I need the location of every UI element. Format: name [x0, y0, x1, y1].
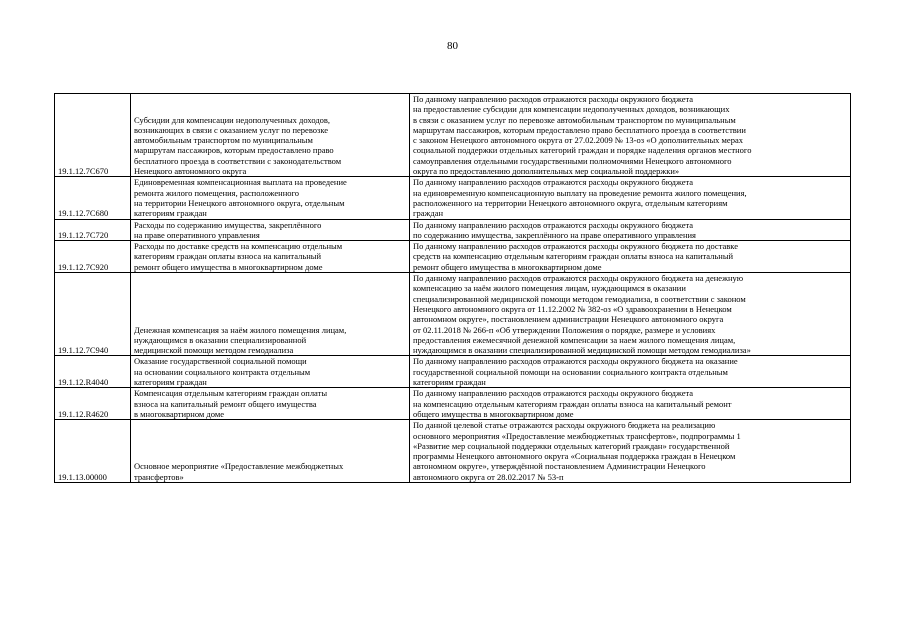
target-article-code: 19.1.12.7С940 — [55, 273, 131, 356]
description-line: с законом Ненецкого автономного округа от 27.02.2009 № 13-оз «О дополнительных мерах — [413, 135, 743, 146]
description-line: По данному направлению расходов отражаются расходы окружного бюджета — [413, 177, 694, 188]
table-row — [55, 420, 851, 483]
name-line: Компенсация отдельным категориям граждан оплаты — [134, 388, 328, 399]
description-line: средств на компенсацию отдельным категориям граждан оплаты взноса на капитальный — [413, 251, 734, 262]
description-line: округа по предоставлению дополнительных мер социальной поддержки» — [413, 166, 680, 177]
table-row — [55, 273, 851, 356]
description-line: самоуправления отдельными государственными полномочиями Ненецкого автономного — [413, 155, 732, 166]
description-line: «Развитие мер социальной поддержки отдельных категорий граждан» государственной — [413, 440, 730, 451]
expense-direction-description — [410, 356, 851, 388]
description-line: программы Ненецкого автономного округа «Социальная поддержка граждан в Ненецком — [413, 451, 736, 462]
expense-direction-name — [131, 177, 410, 219]
description-line: По данному направлению расходов отражаются расходы окружного бюджета на оказание — [413, 356, 738, 367]
expense-direction-name — [131, 356, 410, 388]
expense-direction-description — [410, 94, 851, 177]
name-line: категориям граждан — [134, 377, 207, 388]
description-line: специализированной медицинской помощи методом гемодиализа, в соответствии с законом — [413, 293, 746, 304]
expense-direction-name — [131, 388, 410, 420]
name-line: ремонта жилого помещения, расположенного — [134, 187, 300, 198]
name-line: бесплатного проезда в соответствии с законодательством — [134, 155, 342, 166]
description-line: государственной социальной помощи на основании социального контракта отдельным — [413, 366, 728, 377]
name-line: в многоквартирном доме — [134, 408, 225, 419]
table-row — [55, 388, 851, 420]
description-line: предоставления ежемесячной денежной компенсации за наем жилого помещения лицам, — [413, 334, 736, 345]
description-line: компенсацию за наём жилого помещения лицам, нуждающимся в оказании — [413, 283, 686, 294]
name-line: категориям граждан оплаты взноса на капитальный — [134, 251, 322, 262]
description-line: по содержанию имущества, закреплённого на праве оперативного управления — [413, 229, 696, 240]
expense-direction-name — [131, 241, 410, 273]
table-row — [55, 241, 851, 273]
expense-direction-name — [131, 219, 410, 241]
table-row — [55, 177, 851, 219]
description-line: автономного округа от 28.02.2017 № 53-п — [413, 471, 564, 482]
description-line: социальной поддержки отдельных категорий граждан и порядке наделения органов местного — [413, 145, 752, 156]
description-line: на предоставление субсидии для компенсации недополученных доходов, возникающих — [413, 104, 730, 115]
target-article-code: 19.1.12.7С670 — [55, 94, 131, 177]
table-row — [55, 356, 851, 388]
name-line: на территории Ненецкого автономного округа, отдельным — [134, 197, 345, 208]
description-line: По данной целевой статье отражаются расходы окружного бюджета на реализацию — [413, 420, 716, 431]
name-line: медицинской помощи методом гемодиализа — [134, 345, 294, 356]
name-line: Оказание государственной социальной помощи — [134, 356, 307, 367]
expense-direction-name — [131, 94, 410, 177]
description-line: нуждающимся в оказании специализированной медицинской помощи методом гемодиализа» — [413, 345, 751, 356]
expense-direction-description — [410, 420, 851, 483]
description-line: По данному направлению расходов отражаются расходы окружного бюджета по доставке — [413, 241, 738, 252]
description-line: основного мероприятия «Предоставление межбюджетных трансфертов», подпрограммы 1 — [413, 430, 741, 441]
name-line: Ненецкого автономного округа — [134, 166, 247, 177]
description-line: общего имущества в многоквартирном доме — [413, 408, 574, 419]
name-line: Расходы по доставке средств на компенсацию отдельным — [134, 241, 343, 252]
expense-direction-description — [410, 241, 851, 273]
expense-direction-name — [131, 420, 410, 483]
description-line: граждан — [413, 208, 444, 219]
name-line: маршрутам пассажиров, которым предоставлено право — [134, 145, 334, 156]
target-article-code: 19.1.12.R4620 — [55, 388, 131, 420]
name-line: категориям граждан — [134, 208, 207, 219]
description-line: автономном округе», утверждённой постановлением Администрации Ненецкого — [413, 461, 706, 472]
name-line: на основании социального контракта отдельным — [134, 366, 311, 377]
table-row — [55, 219, 851, 241]
description-line: По данному направлению расходов отражаются расходы окружного бюджета — [413, 94, 694, 104]
name-line: автомобильным транспортом по муниципальным — [134, 135, 313, 146]
expense-direction-description — [410, 177, 851, 219]
name-line: нуждающимся в оказании специализированной — [134, 334, 307, 345]
name-line: Субсидии для компенсации недополученных доходов, — [134, 114, 331, 125]
description-line: категориям граждан — [413, 377, 486, 388]
target-article-code: 19.1.12.7С720 — [55, 219, 131, 241]
description-line: По данному направлению расходов отражаются расходы окружного бюджета — [413, 388, 694, 399]
target-article-code: 19.1.12.7С680 — [55, 177, 131, 219]
expense-direction-description — [410, 219, 851, 241]
target-article-code: 19.1.12.7С920 — [55, 241, 131, 273]
description-line: на компенсацию отдельным категориям граждан оплаты взноса на капитальный ремонт — [413, 398, 732, 409]
expense-direction-name — [131, 273, 410, 356]
name-line: Расходы по содержанию имущества, закреплённого — [134, 219, 322, 230]
description-line: По данному направлению расходов отражаются расходы окружного бюджета — [413, 219, 694, 230]
target-article-code: 19.1.12.R4040 — [55, 356, 131, 388]
table-row — [55, 94, 851, 177]
description-line: По данному направлению расходов отражаются расходы окружного бюджета на денежную — [413, 273, 744, 284]
expense-direction-description — [410, 273, 851, 356]
description-line: автономном округе», постановлением администрации Ненецкого автономного округа — [413, 314, 724, 325]
description-line: ремонт общего имущества в многоквартирном доме — [413, 261, 602, 272]
target-article-code: 19.1.13.00000 — [55, 420, 131, 483]
description-line: на единовременную компенсационную выплату на проведение ремонта жилого помещения, — [413, 187, 747, 198]
name-line: Единовременная компенсационная выплата на проведение — [134, 177, 347, 188]
description-line: в связи с оказанием услуг по перевозке автомобильным транспортом по муниципальным — [413, 114, 736, 125]
name-line: взноса на капитальный ремонт общего имущества — [134, 398, 317, 409]
description-line: от 02.11.2018 № 266-п «Об утверждении Положения о порядке, размере и условиях — [413, 324, 716, 335]
name-line: ремонт общего имущества в многоквартирном доме — [134, 261, 323, 272]
description-line: маршрутам пассажиров, которым предоставлено право бесплатного проезда в соответствии — [413, 124, 746, 135]
description-line: расположенного на территории Ненецкого автономного округа, отдельным категориям — [413, 197, 728, 208]
description-line: Ненецкого автономного округа от 11.12.2002 № 382-оз «О здравоохранении в Ненецком — [413, 303, 732, 314]
name-line: на праве оперативного управления — [134, 229, 260, 240]
name-line: Денежная компенсация за наём жилого помещения лицам, — [134, 324, 347, 335]
name-line: Основное мероприятие «Предоставление межбюджетных — [134, 461, 344, 472]
page-number: 80 — [447, 40, 458, 52]
name-line: трансфертов» — [134, 471, 184, 482]
name-line: возникающих в связи с оказанием услуг по перевозке — [134, 124, 329, 135]
expense-direction-description — [410, 388, 851, 420]
budget-classification-table — [54, 93, 851, 483]
